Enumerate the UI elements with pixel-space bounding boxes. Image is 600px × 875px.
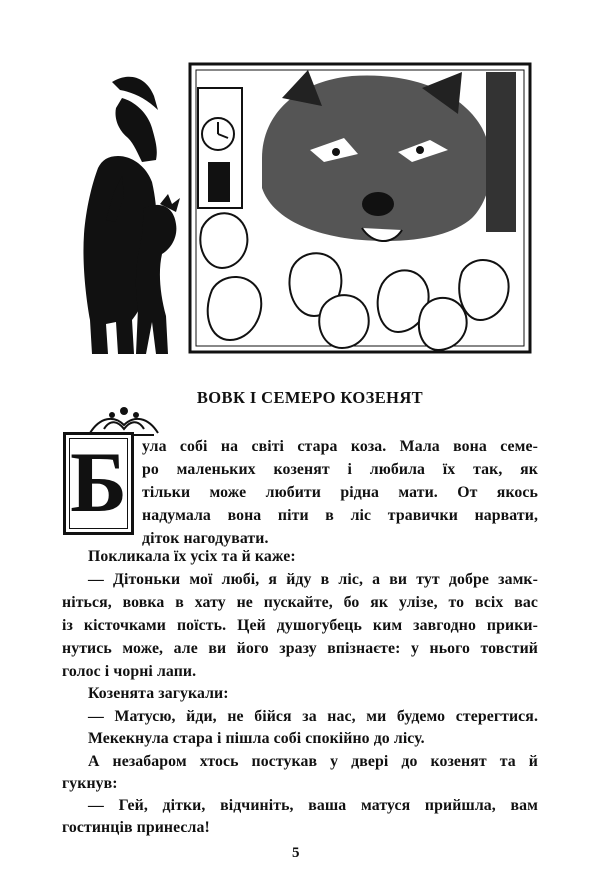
illustration [62, 58, 536, 358]
page-number: 5 [292, 845, 300, 861]
text-line-7: — Дітоньки мої любі, я йду в ліс, а ви тут добре замк- [88, 571, 538, 588]
text-line-8: ніться, вовка в хату не пускайте, бо як улізе, то всіх вас [62, 594, 538, 611]
clock-drawing [198, 88, 242, 208]
drop-cap [63, 432, 134, 535]
text-line-12: Козенята загукали: [88, 685, 229, 702]
text-line-18: гостинців принесла! [62, 819, 210, 836]
text-line-10: нутись може, але ви його зразу впізнаєте: у нього товстий [62, 640, 538, 657]
drop-cap-letter: Б [70, 433, 127, 530]
text-line-2: ро маленьких козенят і любила їх так, як [142, 461, 538, 478]
text-line-17: — Гей, дітки, відчиніть, ваша матуся прийшла, вам [88, 797, 538, 814]
text-line-16: гукнув: [62, 775, 118, 792]
text-line-14: Мекекнула стара і пішла собі спокійно до лісу. [88, 730, 425, 747]
text-line-13: — Матусю, йди, не бійся за нас, ми будемо стерегтися. [88, 708, 538, 725]
text-line-1: ула собі на світі стара коза. Мала вона семе- [142, 438, 538, 455]
text-line-11: голос і чорні лапи. [62, 663, 197, 680]
goat-silhouette [83, 77, 180, 354]
text-line-5: діток нагодувати. [142, 530, 269, 547]
text-line-15: А незабаром хтось постукав у двері до козенят та й [88, 753, 538, 770]
text-line-6: Покликала їх усіх та й каже: [88, 548, 296, 565]
story-title: ВОВК І СЕМЕРО КОЗЕНЯТ [196, 388, 424, 407]
text-line-9: із кісточками поїсть. Цей душогубець ким завгодно прики- [62, 617, 538, 634]
text-line-4: надумала вона піти в ліс травички нарвати, [142, 507, 538, 524]
text-line-3: тільки може любити рідна мати. От якось [142, 484, 538, 501]
drop-cap-frame [69, 433, 128, 530]
